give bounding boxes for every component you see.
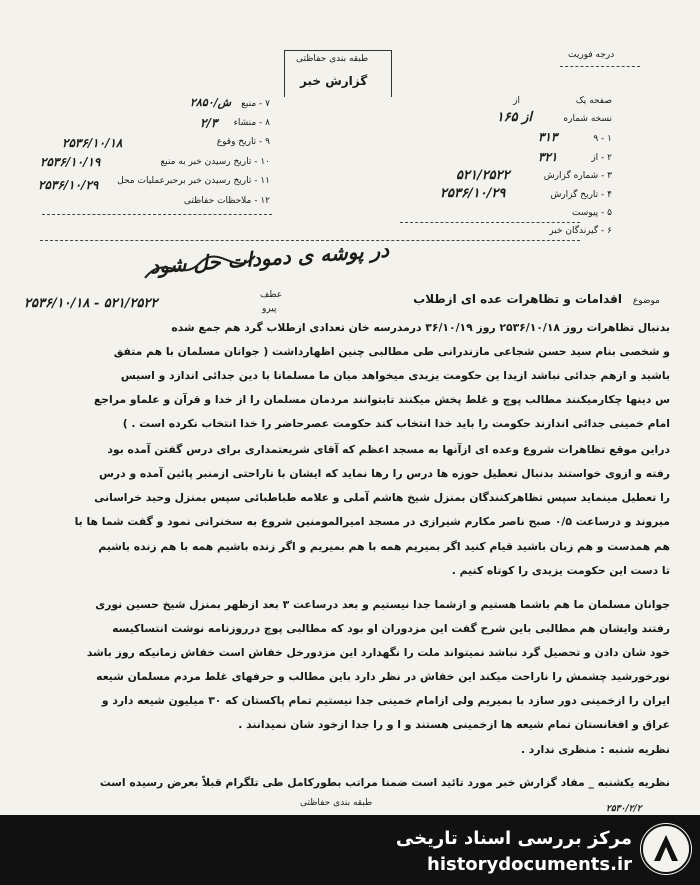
left-field-value-8: ۲/۳ [200, 116, 218, 130]
signature-scribble [140, 248, 260, 288]
left-field-value-9: ۲۵۳۶/۱۰/۱۸ [62, 136, 123, 150]
right-field-5-dash [400, 222, 580, 223]
right-field-copy-value: از ۱۶۵ [496, 110, 532, 125]
body-line-5: امام خمینی جدائی اندازند حکومت را باید خدا انتخاب کند حکومت عصرحاضر را خدا انتخاب نکرده است . ) [122, 417, 670, 430]
left-field-label: ۷ - منبع [241, 99, 270, 109]
right-field-page [576, 96, 612, 106]
left-field-10 [160, 157, 270, 167]
right-field-1 [593, 134, 612, 144]
report-title: گزارش خبر [300, 74, 368, 88]
right-field-label: ۳ - شماره گزارش [543, 171, 612, 181]
body-line-3: باشید و ازهم جدائی نباشد ازیدا ین حکومت یزیدی میخواهد میان ما مسلمانا با دین جدائی اندازد و اسیس [120, 369, 670, 382]
right-field-page-value: از [513, 96, 520, 106]
left-field-8 [234, 118, 270, 128]
right-field-label: ۴ - تاریخ گزارش [550, 190, 612, 200]
right-field-3 [544, 171, 612, 181]
handwritten-note: در پوشه ی دمودات حل شود [149, 237, 390, 279]
right-field-4-value: ۲۵۳۶/۱۰/۲۹ [440, 186, 506, 201]
left-field-label: ۱۰ - تاریخ رسیدن خبر به منبع [160, 157, 270, 167]
right-field-6-dash [40, 240, 580, 241]
right-field-4 [550, 190, 612, 200]
right-field-3-value: ۵۲۱/۲۵۲۲ [456, 168, 510, 183]
right-field-label: ۶ - گیرندگان خبر [549, 226, 612, 236]
body-line-8: را تعطیل مینماید سپس تظاهرکنندگان بمنزل شیخ هاشم آملی و علامه طباطبائی سپس بمنزل وحید خراسانی [94, 491, 670, 504]
priority-underline [560, 66, 640, 67]
conclusion-line: نظریه یکشنبه _ مفاد گزارش خبر مورد تائید است ضمنا مراتب بطورکامل طی تلگرام قبلاً بعرض رسیده است [99, 776, 670, 789]
classification-label: طبقه بندی حفاظتی [296, 54, 369, 64]
left-field-value-7: ۲۸۵۰/ش [190, 96, 232, 109]
body-line-17: عراق و افغانستان تمام شیعه ها ازخمینی هستند و ا و را جدا ازخود شان نمیدانند . [238, 718, 670, 731]
left-field-value-11: ۲۵۳۶/۱۰/۲۹ [38, 178, 99, 192]
body-line-4: س دینها چکارمیکنند مطالب پوچ و غلط پخش میکنند تابتوانند مردمان مسلمان را از خدا و قرآن و علماو مراجع [93, 393, 670, 406]
left-field-9 [217, 137, 270, 147]
body-line-2: و شخصی بنام سید حسن شجاعی مازندرانی طی مطالبی چنین اظهارداشت ( جوانان مسلمان با هم متفق [113, 345, 670, 358]
left-field-label: ۹ - تاریخ وقوع [216, 137, 270, 147]
right-field-label: ۵ - پیوست [571, 208, 612, 218]
left-field-label: ۱۱ - تاریخ رسیدن خبر برحبرعملیات محل [117, 176, 270, 186]
right-field-2-value: ۳۲۱ [538, 150, 558, 164]
subject-text: اقدامات و تظاهرات عده ای ازطلاب [413, 292, 622, 306]
left-field-label: ۸ - منشاء [233, 118, 270, 128]
archive-logo-icon [640, 823, 692, 875]
subject-reference: ۲۵۳۶/۱۰/۱۸ - ۵۲۱/۲۵۲۲ [24, 296, 158, 311]
side-label-ref: عطف [260, 290, 283, 300]
body-line-11: تا دست این حکومت یزیدی را کوتاه کنیم . [451, 564, 670, 577]
left-field-label: ۱۲ - ملاحظات حفاظتی [183, 196, 270, 206]
priority-label: درجه فوریت [568, 50, 615, 60]
footer-watermark [0, 815, 700, 885]
right-field-label: صفحه یک [575, 96, 612, 106]
body-line-15: نورخورشید چشمش را ناراحت میکند این خفاش در نظر دارد باین مطالب و حرفهای غلط مردم مسلمان شیعه [96, 670, 670, 683]
left-field-7 [241, 99, 270, 109]
right-field-copy [563, 114, 612, 124]
right-field-2 [591, 153, 612, 163]
body-line-18: نظریه شنبه : منظری ندارد . [520, 743, 670, 756]
right-field-1-value: ۳۱۳ [538, 130, 558, 144]
right-field-label: نسخه شماره [563, 114, 612, 124]
body-line-16: ایران را ازخمینی دور سازد با بمیریم ولی ازامام خمینی جدا نیستیم تمام پاکستان که ۳۰ میلیون شیعه دارد و [101, 694, 670, 707]
left-field-dash [42, 214, 272, 215]
footer-url: historydocuments.ir [427, 854, 632, 875]
footer-title: مرکز بررسی اسناد تاریخی [395, 828, 632, 849]
left-field-11 [117, 176, 270, 186]
body-line-7: رفته و ازوی خواستند بدنبال تعطیل حوزه ها درس را رها نماید که ایشان با ناراحتی ازمنبر پائین آمده و درس [99, 467, 670, 480]
right-field-5 [572, 208, 612, 218]
side-label-follow: پیرو [262, 304, 277, 314]
body-line-6: دراین موقع تظاهرات شروع وعده ای ازآنها به مسجد اعظم که آقای شریعتمداری برای درس گفتن آمده بود [107, 443, 670, 456]
bottom-classification: طبقه بندی حفاظتی [300, 798, 373, 808]
body-line-1: بدنبال تظاهرات روز ۲۵۳۶/۱۰/۱۸ روز ۳۶/۱۰/۱۹ درمدرسه خان تعدادی ازطلاب گرد هم جمع شده [171, 321, 670, 334]
body-line-14: خود شان دادن و تحصیل گرد نباشد نمیتواند ملت را نگهدارد این مزدورخل خفاش است خفاش زمانیکه روز باشد [86, 646, 670, 659]
right-field-6 [549, 226, 612, 236]
body-line-13: رفتند وایشان هم مطالبی باین شرح گفت این مزدوران او بود که مطالبی پوچ درروزنامه نوشت انتساکیسه [112, 622, 670, 635]
body-line-12: جوانان مسلمان ما هم باشما هستیم و ازشما جدا نیستیم و بعد درساعت ۳ بعد ازظهر بمنزل شیخ حسین نوری [95, 598, 670, 611]
body-line-9: میروند و درساعت ۰/۵ صبح ناصر مکارم شیرازی در مسجد امیرالمومنین شروع به سخنرانی نمود و گفت شما ها با [74, 515, 670, 528]
subject-label: موضوع [632, 296, 660, 306]
left-field-12 [184, 196, 270, 206]
right-field-label: ۲ - از [591, 153, 612, 163]
right-field-label: ۱ - ۹ [593, 134, 612, 144]
body-line-10: هم همدست و هم زبان باشید قیام کنید اگر بمیریم همه با هم بمیریم و اگر زنده باشیم همه با هم زنده باشیم [98, 540, 670, 553]
left-field-value-10: ۲۵۳۶/۱۰/۱۹ [40, 155, 101, 169]
bottom-number: ۲۵۳۰/۲/۲ [606, 804, 642, 814]
